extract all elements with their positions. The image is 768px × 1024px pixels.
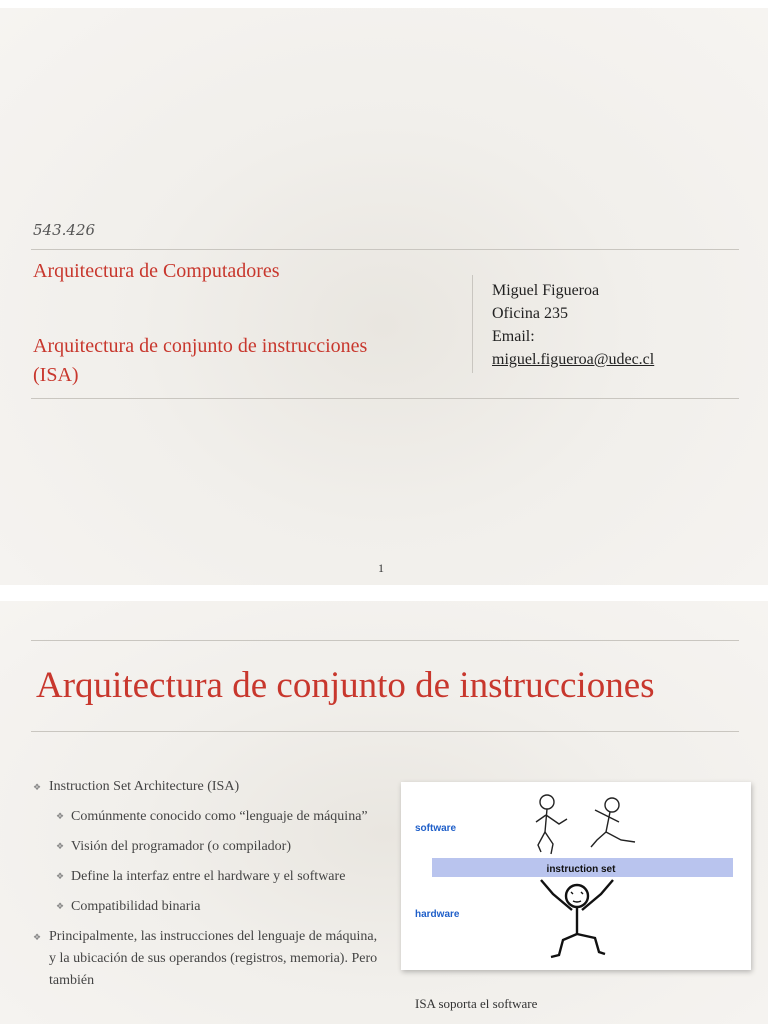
- content-slide: [0, 601, 768, 1024]
- top-divider: [31, 249, 739, 250]
- sub-bullet-item: [33, 836, 378, 857]
- course-code: 543.426: [33, 221, 96, 239]
- author-info: [492, 279, 654, 371]
- title-slide: [0, 8, 768, 585]
- sub-bullet-text: Compatibilidad binaria: [71, 899, 201, 914]
- bullet-marker-icon: ❖: [56, 841, 65, 851]
- email-label: Email:: [492, 328, 535, 345]
- title-top-divider: [31, 640, 739, 641]
- hardware-label: hardware: [415, 909, 460, 920]
- sub-bullet-item: [33, 896, 378, 917]
- bullet-item: [33, 926, 378, 992]
- bullet-marker-icon: ❖: [33, 932, 42, 942]
- bullet-marker-icon: ❖: [56, 811, 65, 821]
- sub-bullet-text: Visión del programador (o compilador): [71, 839, 291, 854]
- instruction-set-label: instruction set: [546, 864, 616, 875]
- email-link[interactable]: miguel.figueroa@udec.cl: [492, 351, 655, 368]
- title-bottom-divider: [31, 731, 739, 732]
- author-name: Miguel Figueroa: [492, 282, 600, 299]
- author-office: Oficina 235: [492, 305, 568, 322]
- bullet-marker-icon: ❖: [56, 871, 65, 881]
- bullet-item: [33, 776, 378, 798]
- bullet-text: Principalmente, las instrucciones del lenguaje de máquina, y la ubicación de sus operandos (registros, memoria). Pero también: [49, 929, 378, 988]
- figure-caption: ISA soporta el software: [415, 996, 538, 1011]
- bullet-text: Instruction Set Architecture (ISA): [49, 779, 240, 794]
- vertical-divider: [472, 275, 473, 373]
- bullet-marker-icon: ❖: [33, 782, 42, 792]
- sub-bullet-text: Comúnmente conocido como “lenguaje de máquina”: [71, 809, 368, 824]
- sub-bullet-text: Define la interfaz entre el hardware y el software: [71, 869, 346, 884]
- page-number: 1: [378, 561, 384, 575]
- isa-diagram: [401, 782, 751, 970]
- dancing-figure-right-icon: [591, 798, 635, 847]
- slide-title: Arquitectura de conjunto de instrucciones: [36, 665, 655, 706]
- supporting-figure-icon: [541, 880, 613, 957]
- course-title: Arquitectura de Computadores: [33, 260, 280, 282]
- isa-figure: [401, 782, 751, 970]
- bottom-divider: [31, 398, 739, 399]
- bullet-list: [33, 776, 378, 1000]
- lecture-title: Arquitectura de conjunto de instrucciones (ISA): [33, 335, 368, 386]
- bullet-marker-icon: ❖: [56, 901, 65, 911]
- sub-bullet-item: [33, 866, 378, 887]
- dancing-figure-left-icon: [536, 795, 567, 854]
- sub-bullet-item: [33, 806, 378, 827]
- software-label: software: [415, 823, 457, 834]
